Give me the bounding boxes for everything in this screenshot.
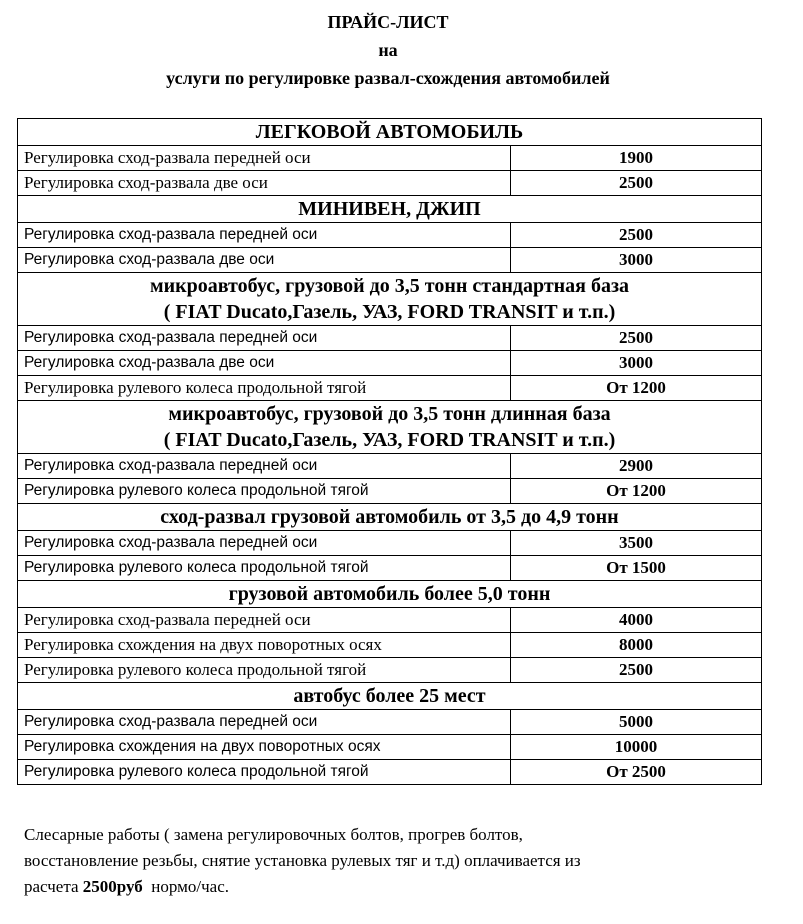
service-row (18, 608, 762, 633)
service-price: От 1200 (511, 479, 762, 504)
section-title (18, 196, 762, 223)
service-price: 2500 (511, 326, 762, 351)
service-row (18, 479, 762, 504)
service-name: Регулировка рулевого колеса продольной тягой (18, 479, 511, 504)
service-price: 3000 (511, 351, 762, 376)
service-name: Регулировка сход-развала передней оси (18, 146, 511, 171)
service-price: От 2500 (511, 760, 762, 785)
service-row (18, 710, 762, 735)
footnote-line-2: восстановление резьбы, снятие установка рулевых тяг и т.д) оплачивается из (24, 851, 581, 870)
footnote-line-3-suffix: нормо/час. (142, 877, 230, 896)
service-price: 5000 (511, 710, 762, 735)
service-price: 2500 (511, 171, 762, 196)
service-row (18, 735, 762, 760)
service-row (18, 326, 762, 351)
section-header-row (18, 581, 762, 608)
service-name: Регулировка сход-развала две оси (18, 248, 511, 273)
service-row (18, 760, 762, 785)
service-price: 4000 (511, 608, 762, 633)
section-title-line: грузовой автомобиль более 5,0 тонн (228, 583, 551, 605)
service-price: 1900 (511, 146, 762, 171)
service-name: Регулировка сход-развала передней оси (18, 531, 511, 556)
section-header-row (18, 119, 762, 146)
service-price: 8000 (511, 633, 762, 658)
service-price: От 1500 (511, 556, 762, 581)
service-price: От 1200 (511, 376, 762, 401)
section-title (18, 683, 762, 710)
price-table (17, 118, 762, 785)
service-price: 2900 (511, 454, 762, 479)
footnote-line-1: Слесарные работы ( замена регулировочных болтов, прогрев болтов, (24, 825, 523, 844)
service-row (18, 171, 762, 196)
service-name: Регулировка сход-развала две оси (18, 351, 511, 376)
service-row (18, 223, 762, 248)
service-name: Регулировка сход-развала передней оси (18, 710, 511, 735)
footnote-line-3 (24, 874, 744, 900)
service-row (18, 351, 762, 376)
section-title-line: ( FIAT Ducato,Газель, УАЗ, FORD TRANSIT и т.п.) (163, 429, 616, 451)
service-row (18, 556, 762, 581)
document-title (0, 8, 776, 92)
service-name: Регулировка сход-развала две оси (18, 171, 511, 196)
service-name: Регулировка рулевого колеса продольной тягой (18, 760, 511, 785)
price-table-body (18, 119, 762, 785)
service-row (18, 248, 762, 273)
section-header-row (18, 273, 762, 326)
section-header-row (18, 683, 762, 710)
service-name: Регулировка сход-развала передней оси (18, 608, 511, 633)
service-name: Регулировка схождения на двух поворотных осях (18, 735, 511, 760)
section-title-line: МИНИВЕН, ДЖИП (298, 198, 481, 220)
section-title-line: микроавтобус, грузовой до 3,5 тонн длинная база (168, 403, 611, 425)
title-line-2: на (378, 40, 398, 60)
section-header-row (18, 504, 762, 531)
service-row (18, 658, 762, 683)
section-title-line: микроавтобус, грузовой до 3,5 тонн стандартная база (149, 275, 630, 297)
footnote-rate: 2500руб (82, 877, 143, 896)
section-header-row (18, 196, 762, 223)
footnote (24, 822, 744, 900)
section-title-line: сход-развал грузовой автомобиль от 3,5 до 4,9 тонн (160, 506, 619, 528)
service-row (18, 376, 762, 401)
section-title (18, 119, 762, 146)
service-row (18, 454, 762, 479)
section-title (18, 504, 762, 531)
section-title (18, 273, 762, 326)
service-price: 2500 (511, 223, 762, 248)
service-row (18, 531, 762, 556)
service-name: Регулировка рулевого колеса продольной тягой (18, 556, 511, 581)
service-price: 10000 (511, 735, 762, 760)
service-price: 3500 (511, 531, 762, 556)
section-title-line: ( FIAT Ducato,Газель, УАЗ, FORD TRANSIT и т.п.) (163, 301, 616, 323)
service-price: 3000 (511, 248, 762, 273)
service-price: 2500 (511, 658, 762, 683)
service-row (18, 633, 762, 658)
service-name: Регулировка рулевого колеса продольной тягой (18, 658, 511, 683)
service-name: Регулировка сход-развала передней оси (18, 223, 511, 248)
service-row (18, 146, 762, 171)
service-name: Регулировка сход-развала передней оси (18, 454, 511, 479)
section-title-line: ЛЕГКОВОЙ АВТОМОБИЛЬ (255, 121, 524, 143)
service-name: Регулировка рулевого колеса продольной тягой (18, 376, 511, 401)
title-line-3: услуги по регулировке развал-схождения автомобилей (166, 68, 610, 88)
service-name: Регулировка сход-развала передней оси (18, 326, 511, 351)
section-title (18, 581, 762, 608)
section-title-line: автобус более 25 мест (293, 685, 486, 707)
title-line-1: ПРАЙС-ЛИСТ (327, 12, 449, 32)
section-title (18, 401, 762, 454)
service-name: Регулировка схождения на двух поворотных осях (18, 633, 511, 658)
footnote-line-3-prefix: расчета (24, 877, 83, 896)
section-header-row (18, 401, 762, 454)
